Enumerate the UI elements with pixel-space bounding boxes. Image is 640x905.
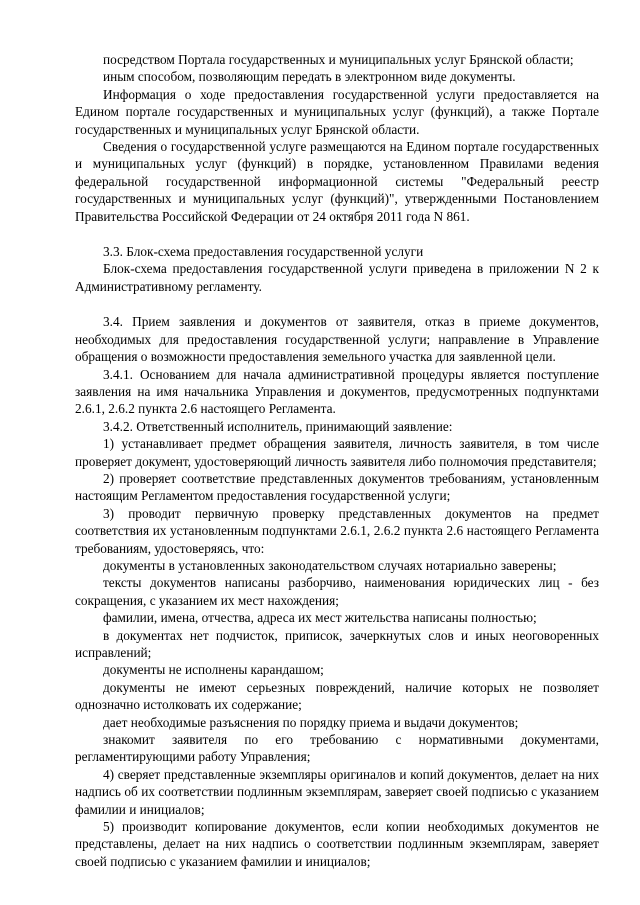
- paragraph-explanations: дает необходимые разъяснения по порядку приема и выдачи документов;: [103, 714, 519, 730]
- list-item-4: 4) сверяет представленные экземпляры оригиналов и копий документов, делает на них надпись об их соответствии подлинным экземплярам, заверяет своей подписью с указанием фамилии и инициалов;: [75, 766, 599, 817]
- paragraph-portal-bryansk: посредством Портала государственных и муниципальных услуг Брянской области;: [103, 52, 574, 67]
- paragraph-service-info: Сведения о государственной услуге размещаются на Едином портале государственных и муниципальных услуг (функций) в порядке, установленном Правилами ведения федеральной государственной информационной системы "Федеральный реестр государственных и муниципальных услуг (функций)", утвержденными Постановлением Правительства Российской Федерации от 24 октября 2011 года N 861.: [75, 139, 599, 224]
- list-item-5: 5) производит копирование документов, если копии необходимых документов не представлены, делает на них надпись о соответствии подлинным экземплярам, заверяет своей подписью с указанием фамилии и инициалов;: [75, 819, 599, 869]
- check-no-damage: документы не имеют серьезных повреждений, наличие которых не позволяет однозначно истолковать их содержание;: [75, 679, 599, 713]
- spacer: [75, 295, 599, 313]
- paragraph-3-4-2: 3.4.2. Ответственный исполнитель, принимающий заявление:: [103, 418, 453, 434]
- list-item-2: 2) проверяет соответствие представленных документов требованиям, установленным настоящим Регламентом предоставления государственной услуги;: [75, 470, 599, 504]
- check-legible: тексты документов написаны разборчиво, наименования юридических лиц - без сокращения, с указанием их мест нахождения;: [75, 575, 599, 608]
- check-full-names: фамилии, имена, отчества, адреса их мест жительства написаны полностью;: [103, 610, 537, 626]
- section-heading-3-4: 3.4. Прием заявления и документов от заявителя, отказ в приеме документов, необходимых для предоставления государственной услуги; направление в Управление обращения о возможности предоставления земельного участка для заявленной цели.: [75, 314, 599, 365]
- paragraph-3-4-1: 3.4.1. Основанием для начала административной процедуры является поступление заявления на имя начальника Управления и документов, предусмотренных подпунктами 2.6.1, 2.6.2 пункта 2.6 настоящего Регламента.: [75, 366, 599, 417]
- paragraph-flowchart: Блок-схема предоставления государственной услуги приведена в приложении N 2 к Административному регламенту.: [75, 261, 599, 294]
- spacer: [75, 225, 599, 243]
- document-page: [75, 51, 599, 870]
- list-item-3: 3) проводит первичную проверку представленных документов на предмет соответствия их установленным подпунктами 2.6.1, 2.6.2 пункта 2.6 настоящего Регламента требованиям, удостоверяясь, что:: [75, 505, 599, 556]
- check-no-corrections: в документах нет подчисток, приписок, зачеркнутых слов и иных неоговоренных исправлений;: [75, 627, 599, 660]
- paragraph-other-method: иным способом, позволяющим передать в электронном виде документы.: [103, 69, 516, 85]
- paragraph-acquaint: знакомит заявителя по его требованию с нормативными документами, регламентирующими работу Управления;: [75, 732, 599, 765]
- section-heading-3-3: 3.3. Блок-схема предоставления государственной услуги: [103, 244, 424, 260]
- check-notarized: документы в установленных законодательством случаях нотариально заверены;: [103, 557, 557, 573]
- list-item-1: 1) устанавливает предмет обращения заявителя, личность заявителя, в том числе проверяет документ, удостоверяющий личность заявителя либо полномочия представителя;: [75, 436, 599, 469]
- check-no-pencil: документы не исполнены карандашом;: [103, 662, 324, 678]
- paragraph-progress-info: Информация о ходе предоставления государственной услуги предоставляется на Едином портале государственных и муниципальных услуг (функций), а также Портале государственных и муниципальных услуг Брянской области.: [75, 86, 599, 137]
